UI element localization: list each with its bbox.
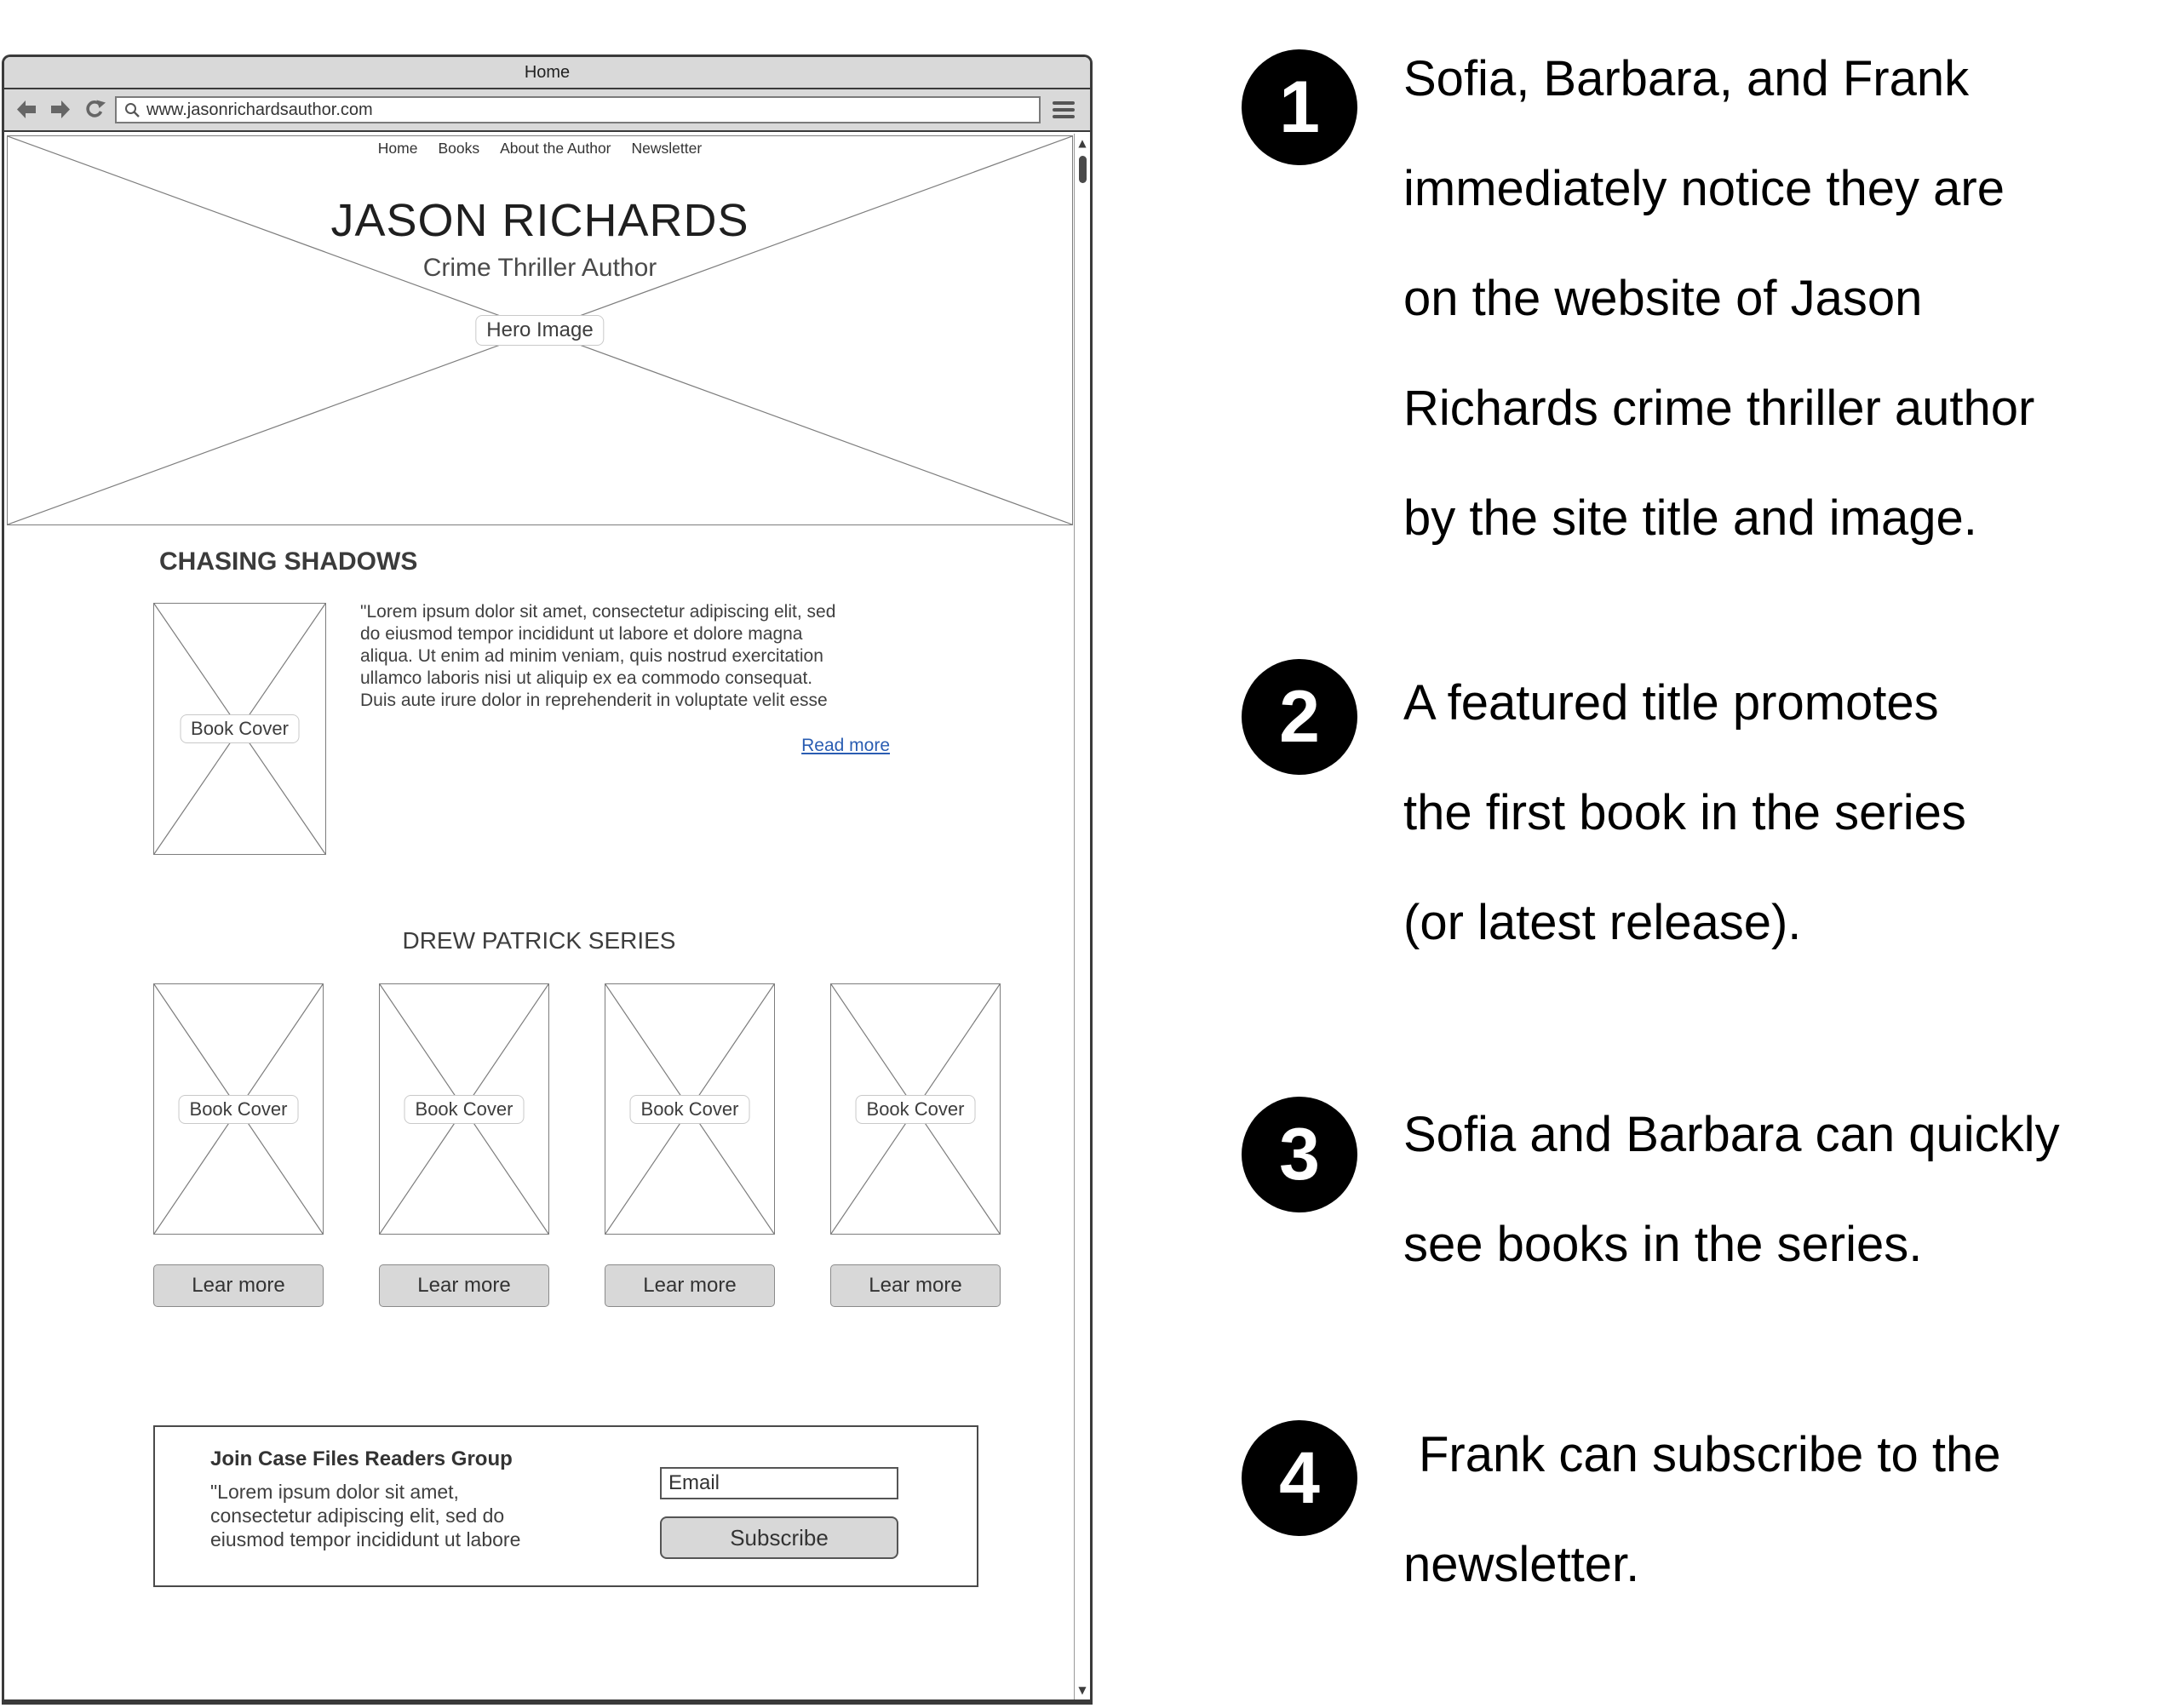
series-heading: DREW PATRICK SERIES xyxy=(402,927,676,954)
annotation-line: (or latest release). xyxy=(1403,895,1802,950)
annotation-text-1 xyxy=(1403,24,2174,573)
annotation-line: Sofia, Barbara, and Frank xyxy=(1403,51,1970,106)
hamburger-bar xyxy=(1053,115,1075,118)
annotation-badge-2: 2 xyxy=(1242,659,1357,775)
browser-window xyxy=(2,54,1093,1705)
nav-link-books[interactable]: Books xyxy=(438,140,480,157)
annotation-line: immediately notice they are xyxy=(1403,161,2005,216)
description-line: eiusmod tempor incididunt ut labore xyxy=(210,1528,521,1550)
book-cover-label: Book Cover xyxy=(180,714,300,743)
series-book-cover-placeholder xyxy=(153,983,324,1235)
series-book-cover-placeholder xyxy=(830,983,1001,1235)
nav-link-home[interactable]: Home xyxy=(377,140,418,157)
hero-image-placeholder xyxy=(7,135,1073,525)
description-line: ullamco laboris nisi ut aliquip ex ea commodo consequat. xyxy=(360,668,813,688)
annotation-line: Richards crime thriller author xyxy=(1403,381,2035,436)
annotation-line: by the site title and image. xyxy=(1403,490,1977,546)
scroll-up-icon[interactable]: ▲ xyxy=(1078,137,1087,149)
annotation-text-4 xyxy=(1403,1400,2174,1619)
annotation-line: Frank can subscribe to the xyxy=(1419,1427,2001,1482)
annotation-line: see books in the series. xyxy=(1403,1217,1923,1272)
description-line: aliqua. Ut enim ad minim veniam, quis nostrud exercitation xyxy=(360,646,823,666)
annotation-line: on the website of Jason xyxy=(1403,271,1923,326)
email-field[interactable]: Email xyxy=(660,1467,898,1499)
annotation-badge-4: 4 xyxy=(1242,1420,1357,1536)
page-scrollbar[interactable] xyxy=(1074,134,1090,1699)
site-subtitle: Crime Thriller Author xyxy=(422,254,657,282)
forward-button[interactable] xyxy=(47,96,74,123)
series-book-cover-placeholder xyxy=(605,983,775,1235)
site-navigation xyxy=(8,140,1072,158)
learn-more-button[interactable]: Lear more xyxy=(830,1264,1001,1307)
hamburger-bar xyxy=(1053,108,1075,112)
refresh-button[interactable] xyxy=(81,96,108,123)
url-text: www.jasonrichardsauthor.com xyxy=(146,100,373,119)
annotation-text-3 xyxy=(1403,1080,2174,1299)
book-cover-label: Book Cover xyxy=(856,1095,976,1124)
hamburger-menu-button[interactable] xyxy=(1053,101,1075,118)
annotation-line: Sofia and Barbara can quickly xyxy=(1403,1107,2060,1162)
book-cover-label: Book Cover xyxy=(179,1095,299,1124)
annotation-text-2 xyxy=(1403,648,2174,977)
annotation-line: A featured title promotes xyxy=(1403,675,1939,731)
browser-content xyxy=(4,134,1090,1699)
annotation-badge-1: 1 xyxy=(1242,49,1357,165)
description-line: Duis aute irure dolor in reprehenderit in voluptate velit esse xyxy=(360,691,828,710)
newsletter-signup-box xyxy=(153,1425,978,1587)
annotation-line: newsletter. xyxy=(1403,1537,1640,1592)
url-input[interactable] xyxy=(115,96,1041,123)
scrollbar-thumb[interactable] xyxy=(1079,156,1087,183)
featured-book-cover-placeholder xyxy=(153,603,326,855)
featured-book-heading: CHASING SHADOWS xyxy=(159,547,418,576)
annotation-badge-3: 3 xyxy=(1242,1097,1357,1212)
annotation-line: the first book in the series xyxy=(1403,785,1966,840)
book-cover-label: Book Cover xyxy=(630,1095,750,1124)
browser-titlebar xyxy=(4,57,1090,89)
book-cover-label: Book Cover xyxy=(404,1095,525,1124)
scroll-down-icon[interactable]: ▼ xyxy=(1078,1684,1087,1696)
newsletter-description xyxy=(210,1480,520,1551)
search-icon xyxy=(123,101,141,118)
read-more-link[interactable]: Read more xyxy=(801,736,890,755)
newsletter-heading: Join Case Files Readers Group xyxy=(210,1447,513,1470)
refresh-icon xyxy=(83,98,106,122)
description-line: "Lorem ipsum dolor sit amet, consectetur adipiscing elit, sed xyxy=(360,602,836,622)
forward-arrow-icon xyxy=(49,98,72,122)
series-book-cover-placeholder xyxy=(379,983,549,1235)
hamburger-bar xyxy=(1053,101,1075,105)
featured-book-description xyxy=(360,601,914,712)
learn-more-button[interactable]: Lear more xyxy=(153,1264,324,1307)
description-line: "Lorem ipsum dolor sit amet, xyxy=(210,1481,459,1503)
browser-toolbar xyxy=(4,89,1090,132)
learn-more-button[interactable]: Lear more xyxy=(605,1264,775,1307)
description-line: do eiusmod tempor incididunt ut labore et dolore magna xyxy=(360,624,803,644)
nav-link-about[interactable]: About the Author xyxy=(500,140,611,157)
webpage xyxy=(4,134,1074,1699)
back-button[interactable] xyxy=(13,96,40,123)
description-line: consectetur adipiscing elit, sed do xyxy=(210,1505,505,1527)
window-title: Home xyxy=(524,62,571,82)
subscribe-button[interactable]: Subscribe xyxy=(660,1516,898,1559)
nav-link-newsletter[interactable]: Newsletter xyxy=(631,140,703,157)
back-arrow-icon xyxy=(14,98,38,122)
site-title: JASON RICHARDS xyxy=(330,195,749,246)
learn-more-button[interactable]: Lear more xyxy=(379,1264,549,1307)
hero-image-label: Hero Image xyxy=(475,315,604,346)
